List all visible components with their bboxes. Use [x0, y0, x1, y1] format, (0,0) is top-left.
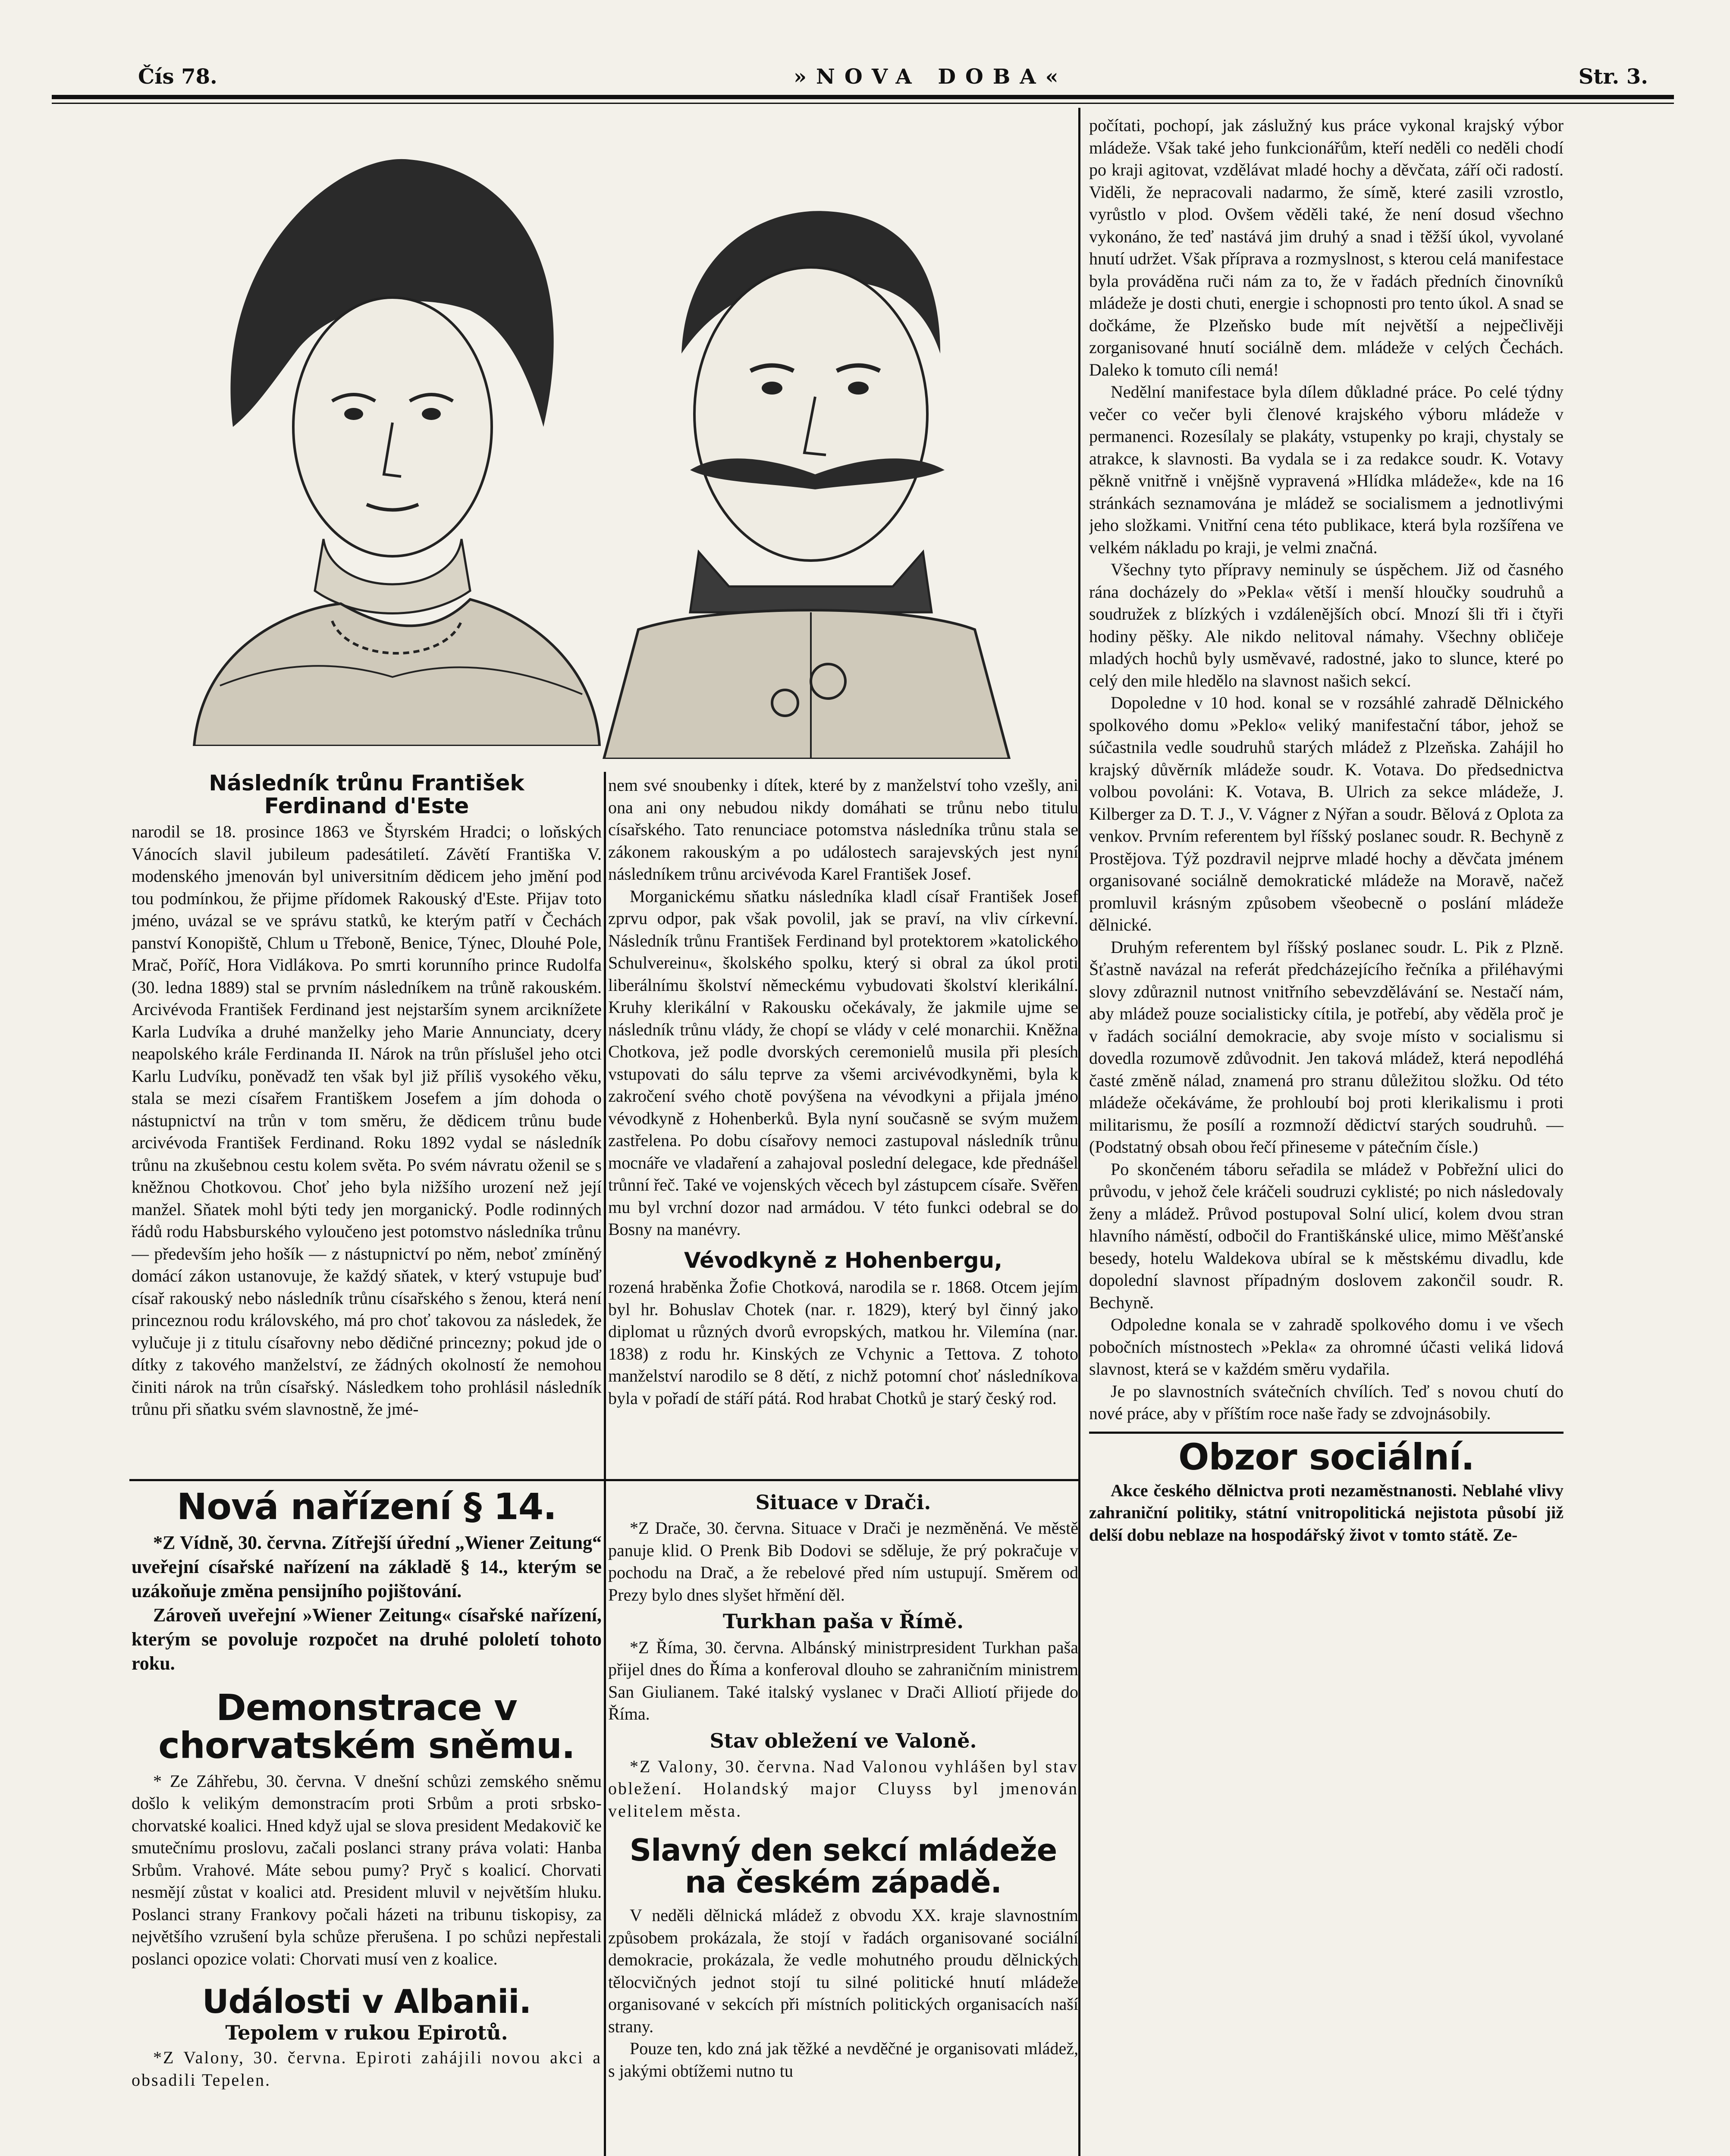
turkhan-body: *Z Říma, 30. června. Albánský ministrpresident Turkhan paša přijel dnes do Říma a konferoval dlouho se zahraničním ministrem San Giulianem. Také italský vyslanec v Drači Alliotí přijede do Říma.	[608, 1637, 1078, 1724]
drac-body: *Z Drače, 30. června. Situace v Drači je nezměněná. Ve městě panuje klid. O Prenk Bib Dodovi se sděluje, že prý pokračuje v pochodu na Drač, a že rebelové před ním ustupují. Směrem od Prezy bylo dnes slyšet hřmění děl.	[608, 1518, 1078, 1604]
right-body-8: Je po slavnostních svátečních chvílích. Teď s novou chutí do nové práce, aby v příštím roce naše řady se zdvojnásobily.	[1089, 1381, 1564, 1423]
valona-body: *Z Valony, 30. června. Nad Valonou vyhlášen byl stav obležení. Holandský major Cluyss byl jmenován velitelem města.	[608, 1756, 1078, 1821]
duchess-engraving	[168, 125, 604, 746]
headline-narizeni: Nová nařízení § 14.	[176, 1488, 557, 1528]
headline-albanie: Události v Albanii.	[202, 1982, 531, 2021]
obzor-divider	[1089, 1432, 1564, 1434]
article-body-part1: nem své snoubenky i dítek, které by z manželství toho vzešly, ani ona ani ony nebudou nikdy domáhati se trůnu nebo titulu císařského. Tato renunciace potomstva následníka trůnu stala se zákonem rakouským a po událostech sarajevských jest nyní následníkem trůnu arcivévoda Karel František Josef.	[608, 775, 1078, 884]
obzor-body: Akce českého dělnictva proti nezaměstnanosti. Neblahé vlivy zahraniční politiky, státní vnitropolitická nejistota působí již delší dobu neblaze na hospodářský život v tomto státě. Ze-	[1089, 1480, 1564, 1545]
subheading-tepolem: Tepolem v rukou Epirotů.	[225, 2021, 508, 2044]
page-number: Str. 3.	[1578, 65, 1648, 89]
page-header	[52, 56, 1674, 95]
masthead-title: »NOVA DOBA«	[794, 65, 1068, 89]
portrait-archduke-illustration	[587, 172, 1018, 759]
header-rule	[52, 95, 1674, 99]
duchess-body: rozená hraběnka Žofie Chotková, narodila se r. 1868. Otcem jejím byl hr. Bohuslav Chotek (nar. r. 1829), který byl činný jako diplomat u různých dvorů evropských, matkou hr. Vilemína (nar. 1838) z rodu hr. Kinských ze Vchynic a Tettova. Z tohoto manželství narodilo se 8 dětí, z nichž potomní choť následníkova byla v pořadí de stáří pátá. Rod hrabat Chotků je starý český rod.	[608, 1277, 1078, 1408]
demonstrace-body: * Ze Záhřebu, 30. června. V dnešní schůzi zemského sněmu došlo k velikým demonstracím proti Srbům a proti srbsko-chorvatské koalici. Hned když ujal se slova president Medakovič ke smutečnímu proslovu, začali poslanci strany práva volati: Hanba Srbům. Vrahové. Máte sebou pumy? Pryč s koalicí. Chorvati nesmějí zůstat v koalici atd. President mluvil v největším hluku. Poslanci strany Frankovy počali házeti na tribunu tiskopisy, za největšího vzrušení byla schůze přerušena. I po schůzi nepřestali poslanci opozice volati: Chorvati musí ven z koalice.	[132, 1771, 602, 1968]
article-continuation	[608, 774, 1078, 1473]
right-body-3: Všechny tyto přípravy neminuly se úspěchem. Již od časného rána docházely do »Pekla« větší i menší hloučky soudruhů a soudružek z blízkých i vzdálenějších obcí. Mnozí šli tři i čtyři hodiny pěšky. Ale nikdo nelitoval námahy. Všechny obličeje mladých hochů byly usměvavé, radostné, jako to slunce, které po celý den mile hledělo na slavnost našich sekcí.	[1089, 560, 1564, 690]
right-body-6: Po skončeném táboru seřadila se mládež v Pobřežní ulici do průvodu, v jehož čele kráčeli soudruzi cyklisté; po nich následovaly ženy a mládež. Průvod postupoval Solní ulicí, kolem dvou stran hlavního náměstí, odbočil do Františkánské ulice, mimo Měšťanské besedy, hotelu Waldekova ubíral se k městskému divadlu, kde dopolední slavnost případným doslovem zakončil soudr. R. Bechyně.	[1089, 1159, 1564, 1312]
subheading-valona: Stav obležení ve Valoně.	[710, 1729, 977, 1752]
article-body: narodil se 18. prosince 1863 ve Štyrském Hradci; o loňských Vánocích slavil jubileum padesátiletí. Závětí Františka V. modenského jmenován byl universitním dědicem jeho jmění pod tou podmínkou, že přijme přídomek Rakouský d'Este. Přijav toto jméno, uvázal se ve správu statků, ke kterým patří v Čechách panství Konopiště, Chlum u Třeboně, Benice, Týnec, Dlouhé Pole, Mrač, Poříč, Hora Vidlákova. Po smrti korunního prince Rudolfa (30. ledna 1889) stal se prvním následníkem na trůně rakouském. Arcivévoda František Ferdinand jest nejstarším synem arciknížete Karla Ludvíka a druhé manželky jeho Marie Annunciaty, dcery neapolského krále Ferdinanda II. Nárok na trůn příslušel jeho otci Karlu Ludvíku, poněvadž ten však byl již příliš vysokého věku, stala se mezi císařem Františkem Josefem a jím dohoda o nástupnictví na trůn v tom směru, že dědicem trůnu bude arcivévoda František Ferdinand. Roku 1892 vydal se následník trůnu na zkušebnou cestu kolem světa. Po svém návratu oženil se s kněžnou Chotkovou. Choť jeho byla nižšího urození než její manžel. Sňatek mohl býti tedy jen morganický. Podle rodinných řádů rodu Habsburského vyloučeno jest potomstvo následníka trůnu — především jeho hošík — z nástupnictví po něm, neboť zmíněný domácí zákon ustanovuje, že každý sňatek, v který vstupuje buď císař rakouský nebo následník trůnu císařského s ženou, která není princeznou rodu královského, má pro choť takovou za následek, že vylučuje ji z titulu císařovny nebo dědičné princezny; pokud jde o dítky z takového manželství, ze žádných okolností že nemohou činiti nárok na trůn císařský. Následkem toho prohlásil následník trůnu při sňatku svém slavnostně, že jmé-	[132, 822, 602, 1419]
article-heading: Následník trůnu František Ferdinand d'Este	[209, 772, 524, 818]
header-rule-thin	[52, 103, 1674, 104]
news-column-right	[1089, 114, 1564, 2156]
article-frantisek-ferdinand	[132, 772, 602, 1470]
right-body-1: počítati, pochopí, jak záslužný kus práce vykonal krajský výbor mládeže. Však také jeho funkcionářům, kteří neděli co neděli chodí po kraji agitovat, vzdělávat mladé hochy a děvčata, září oči radostí. Viděli, že nepracovali nadarmo, že símě, které zasili vzrostlo, vyrůstlo v plod. Ovšem věděli také, že není dosud všechno vykonáno, že teď nastává jim druhý a snad i těžší úkol, vyvolané hnutí udržet. Však příprava a rozmyslnost, s kterou celá manifestace byla prováděna ruči nám za to, že v řadách předních činovníků mládeže je dosti chuti, energie i schopnosti pro tento úkol. A snad se dočkáme, že Plzeňsko bude mít největší a nejpečlivěji zorganisované hnutí sociálně dem. mládeže v celých Čechách. Daleko k tomuto cíli nemá!	[1089, 116, 1564, 379]
headline-slavny-den: Slavný den sekcí mládeže na českém západě.	[629, 1833, 1057, 1900]
headline-demonstrace: Demonstrace v chorvatském sněmu.	[158, 1686, 575, 1767]
slavny-den-body: V neděli dělnická mládež z obvodu XX. kraje slavnostním způsobem prokázala, že stojí v řadách organisované sociální demokracie, prokázala, že vedle mohutného proudu dělnických tělocvičných jednot stojí tu silné politické hnutí mládeže organisované v sekcích při místních politických organisacích naší strany.	[608, 1905, 1078, 2036]
narizeni-body: *Z Vídně, 30. června. Zítřejší úřední „Wiener Zeitung“ uveřejní císařské nařízení na základě § 14., kterým se uzákoňuje změna pensijního pojištování.	[132, 1532, 602, 1602]
subheading-turkhan: Turkhan paša v Římě.	[722, 1610, 964, 1633]
duchess-heading: Vévodkyně z Hohenbergu,	[684, 1247, 1002, 1273]
right-body-4: Dopoledne v 10 hod. konal se v rozsáhlé zahradě Dělnického spolkového domu »Peklo« veliký manifestační tábor, jehož se súčastnila vedle soudruhů starých mládež z Plzeňska. Zahájil ho krajský důvěrník mládeže soudr. K. Votava. Do předsednictva volbou povoláni: K. Votava, B. Ulrich za sekce mládeže, J. Kilberger za D. T. J., V. Vágner z Nýřan a soudr. Bělová z Oplota za venkov. Prvním referentem byl říšský poslanec soudr. R. Bechyně z Prostějova. Týž pozdravil nejprve mladé hochy a děvčata jménem organisované sociálně demokratické mládeže na Moravě, načež promluvil krásným způsobem všeobecně o poslání mládeže dělnické.	[1089, 693, 1564, 934]
slavny-den-body-2: Pouze ten, kdo zná jak těžké a nevděčné je organisovati mládež, s jakými obtížemi nutno tu	[608, 2039, 1078, 2081]
narizeni-body-2: Zároveň uveřejní »Wiener Zeitung« císařské nařízení, kterým se povoluje rozpočet na druhé pololetí tohoto roku.	[132, 1604, 602, 1674]
column-divider-left	[604, 772, 606, 2156]
issue-number: Čís 78.	[138, 65, 217, 89]
right-body-5: Druhým referentem byl říšský poslanec soudr. L. Pik z Plzně. Šťastně navázal na referát předcházejícího řečníka a přiléhavými slovy zdůraznil nutnost vnitřního sebevzdělávání se. Nestačí nám, aby mládež pouze socialisticky cítila, je potřebí, aby věděla proč je v řadách sociální demokracie, aby svoje místo v socialismu si dovedla rozumově zdůvodnit. Jen taková mládež, která nepodléhá časté změně nálad, znamená pro stranu důležitou složku. Od této mládeže očekáváme, že prohloubí boj proti klerikalismu i proti militarismu, že posílí a rozmnoží dědictví starých soudruhů. — (Podstatný obsah obou řečí přineseme v pátečním čísle.)	[1089, 937, 1564, 1156]
section-divider	[129, 1479, 1080, 1481]
news-column-middle	[608, 1492, 1078, 2156]
right-body-2: Nedělní manifestace byla dílem důkladné práce. Po celé týdny večer co večer byli členové krajského výboru mládeže v permanenci. Rozesílaly se plakáty, vstupenky po kraji, chystaly se atrakce, k slavnosti. Ba vydala se i za redakce soudr. K. Votavy pěkně vnitřně i vnějšně vypravená »Hlídka mládeže«, kde na 16 stránkách seznamována je mládež se socialismem a jednotlivými jeho složkami. Vnitřní cena této publikace, která byla rozšířena ve velkém nákladu po kraji, je velmi značná.	[1089, 382, 1564, 557]
right-body-7: Odpoledne konala se v zahradě spolkového domu i ve všech pobočních místnostech »Pekla« za ohromné účasti veliká lidová slavnost, která se v každém směru vydařila.	[1089, 1315, 1564, 1379]
news-column-left	[132, 1488, 602, 2156]
archduke-engraving	[587, 172, 1018, 759]
headline-obzor-socialni: Obzor sociální.	[1178, 1435, 1475, 1478]
tepolem-body: *Z Valony, 30. června. Epiroti zahájili novou akci a obsadili Tepelen.	[132, 2048, 602, 2090]
portrait-duchess-illustration	[168, 125, 604, 746]
subheading-drac: Situace v Drači.	[755, 1492, 931, 1514]
column-divider-right	[1078, 108, 1080, 2156]
article-body-part2: Morganickému sňatku následníka kladl císař František Josef zprvu odpor, pak však povolil, jak se praví, na vliv církevní. Následník trůnu František Ferdinand byl protektorem »katolického Schulvereinu«, školského spolku, který si obral za úkol proti liberálnímu školství německému vybudovati školství klerikální. Kruhy klerikální v Rakousku očekávaly, že jakmile ujme se následník trůnu vlády, že chopí se vlády v celé monarchii. Kněžna Chotkova, jež podle dvorských ceremonielů musila při plesích vstupovati do sálu teprve za všemi arcivévodkyněmi, byla k zakročení svého chotě povýšena na vévodkyni a přijala jméno vévodkyně z Hohenberků. Byla nyní současně se svým mužem zastřelena. Po dobu císařovy nemoci zastupoval následník trůnu mocnáře ve vladaření a zahajoval poslední delegace, kde přednášel trůnní řeč. Také ve vojenských věcech byl zástupcem císaře. Svěřen mu byl vrchní dozor nad armádou. V této funkci odebral se do Bosny na manévry.	[608, 886, 1078, 1239]
